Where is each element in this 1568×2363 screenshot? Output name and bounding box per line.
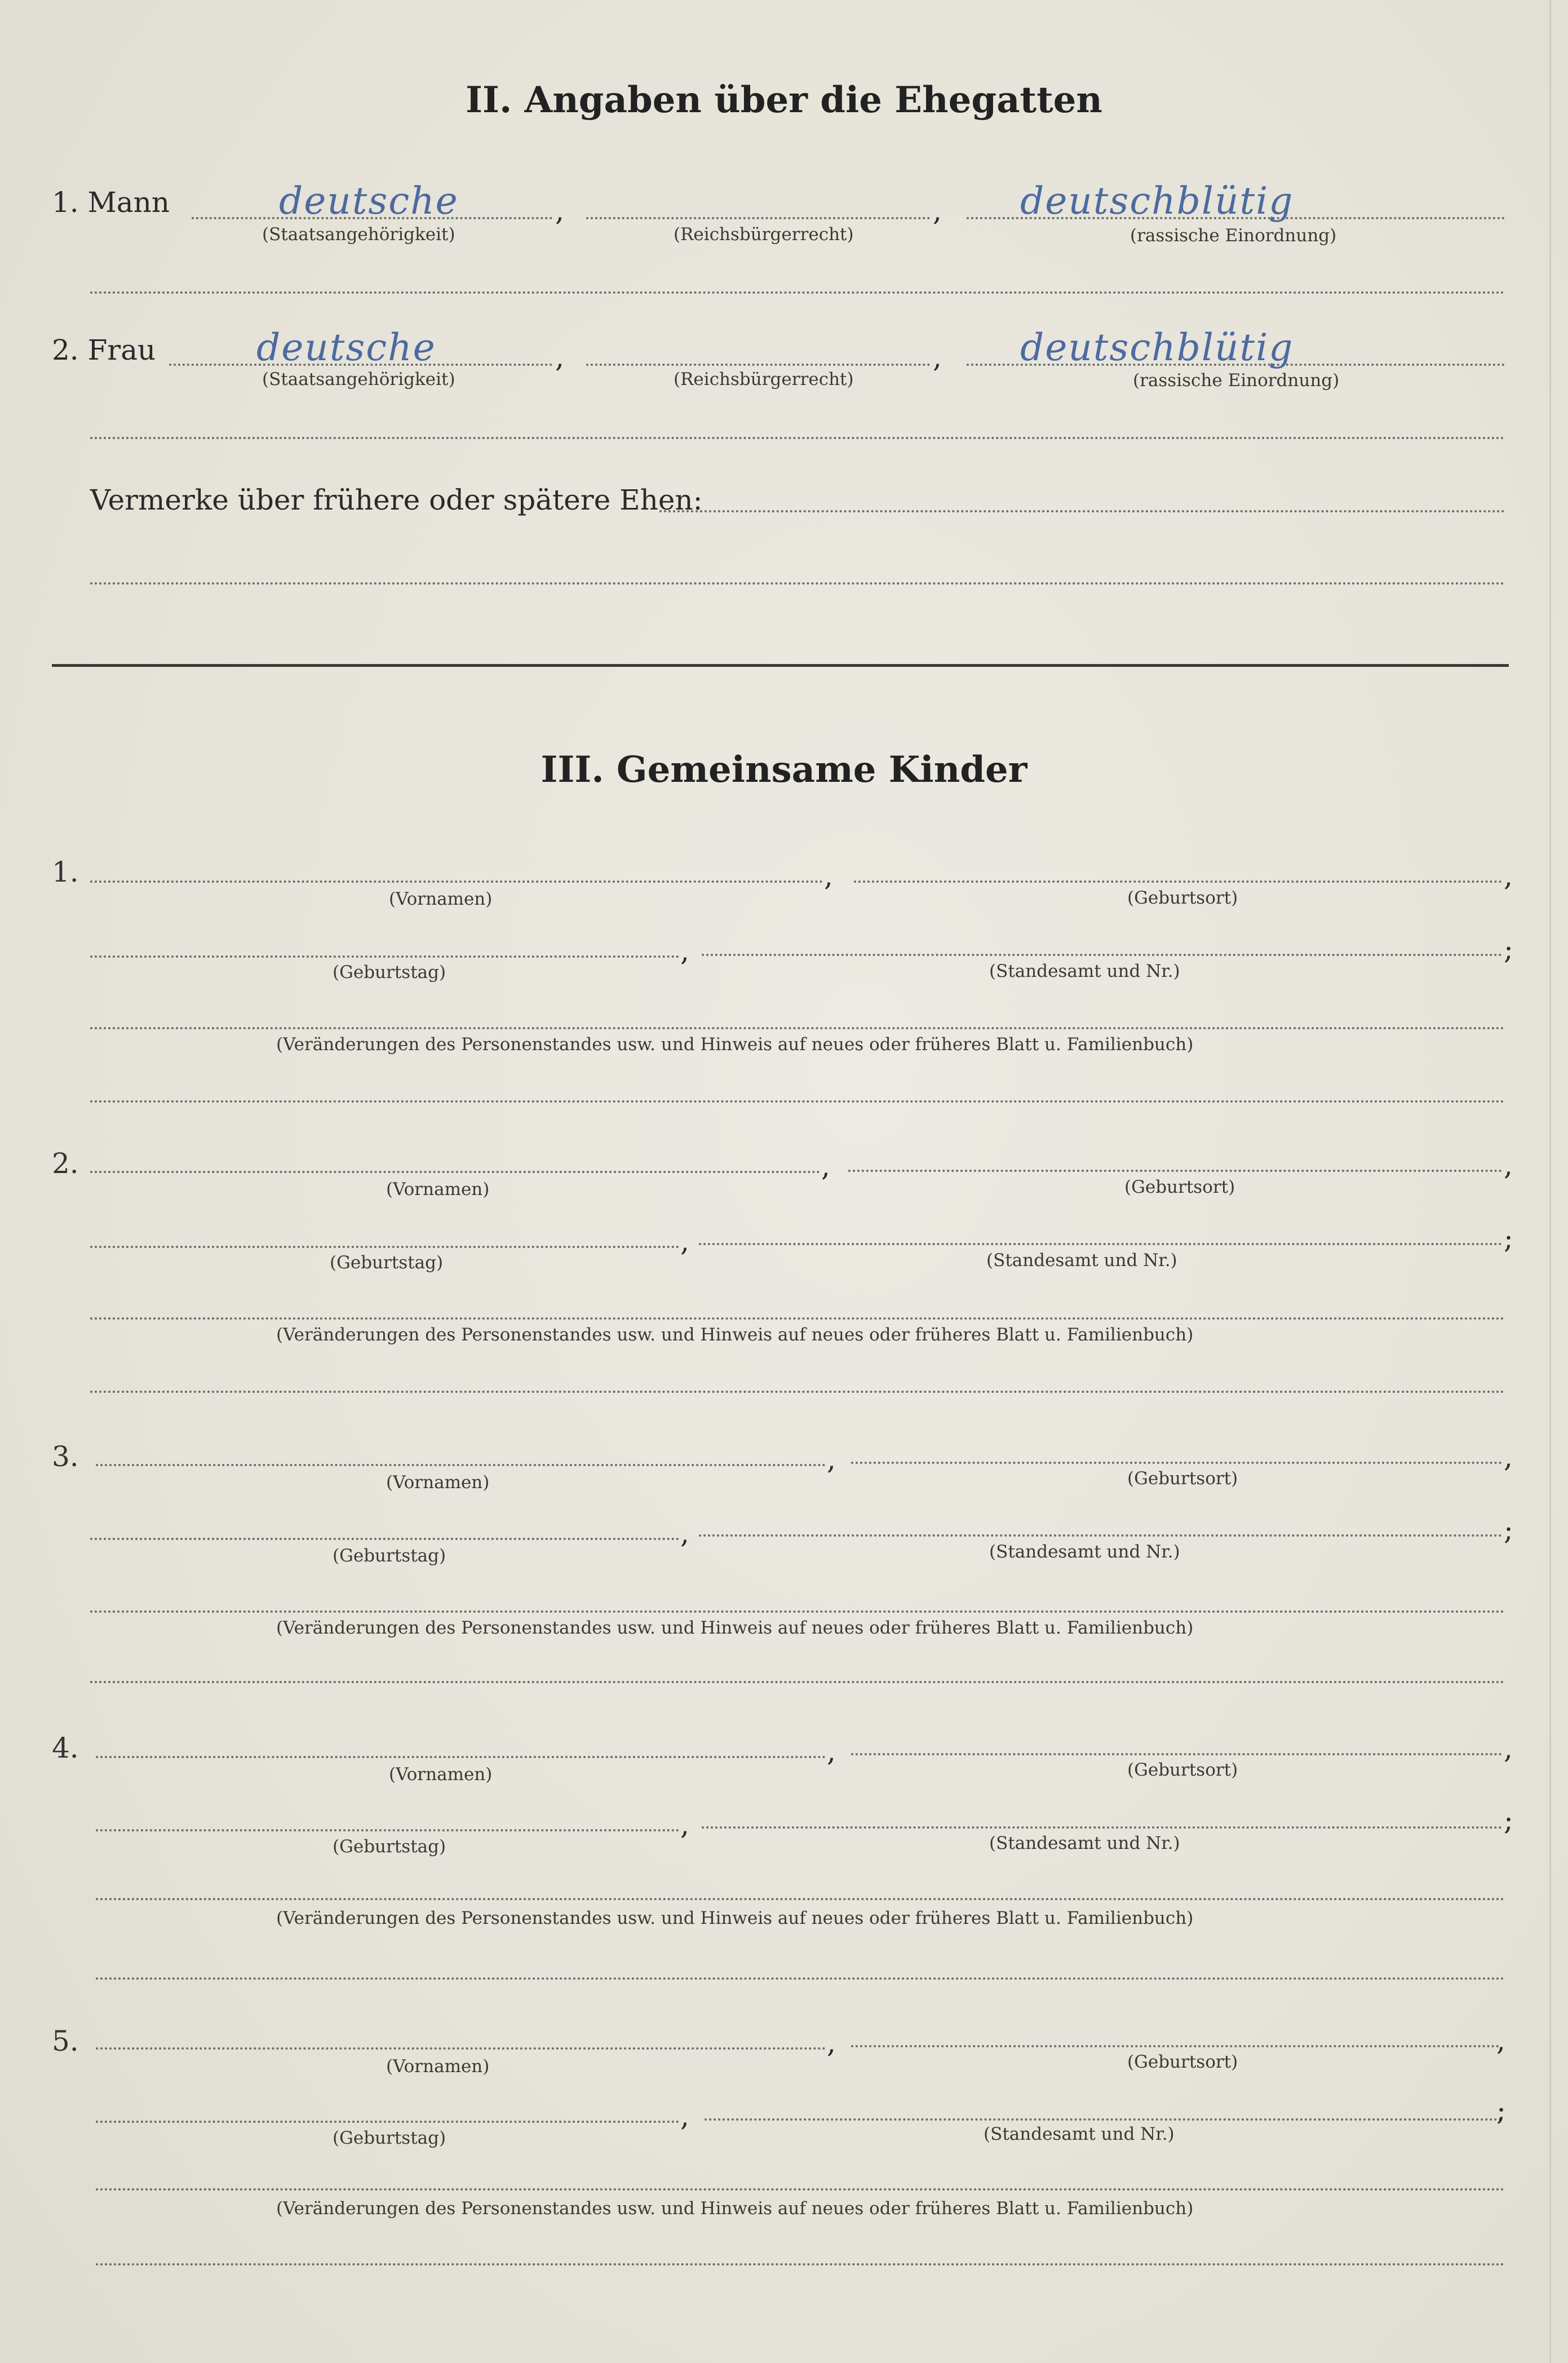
child-standesamt-field[interactable] (699, 1534, 1502, 1537)
caption-geburtstag: (Geburtstag) (330, 1253, 444, 1273)
caption-standesamt: (Standesamt und Nr.) (989, 1542, 1180, 1562)
section-3-title: III. Gemeinsame Kinder (541, 749, 1027, 791)
caption-vornamen: (Vornamen) (386, 1472, 490, 1493)
child-standesamt-field[interactable] (705, 2118, 1502, 2121)
comma: , (555, 341, 564, 374)
mann-reich-field[interactable] (586, 217, 930, 219)
comma: , (680, 2100, 689, 2132)
caption-veraenderungen: (Veränderungen des Personenstandes usw. und Hinweis auf neues oder früheres Blatt u. Familienbuch) (276, 1618, 1194, 1638)
child-vornamen-field[interactable] (96, 1464, 826, 1466)
comma: , (1504, 1732, 1513, 1765)
child-veraenderungen-field[interactable] (96, 2188, 1505, 2191)
child-standesamt-field[interactable] (702, 1826, 1502, 1829)
child-number: 3. (52, 1440, 79, 1473)
comma: , (824, 860, 833, 892)
comma: , (680, 1808, 689, 1841)
caption-veraenderungen: (Veränderungen des Personenstandes usw. und Hinweis auf neues oder früheres Blatt u. Familienbuch) (276, 2198, 1194, 2219)
child-veraenderungen-field[interactable] (90, 1027, 1505, 1029)
comma: , (680, 1225, 689, 1258)
caption-veraenderungen: (Veränderungen des Personenstandes usw. und Hinweis auf neues oder früheres Blatt u. Familienbuch) (276, 1034, 1194, 1055)
semicolon: ; (1504, 1222, 1513, 1255)
caption-vornamen: (Vornamen) (389, 1764, 493, 1785)
semicolon: ; (1496, 2094, 1506, 2127)
comma: , (555, 194, 564, 227)
mann-rass-value: deutschblütig (1020, 179, 1294, 223)
mann-extra-line[interactable] (90, 291, 1505, 294)
comma: , (1504, 1441, 1513, 1473)
child-number: 4. (52, 1732, 79, 1764)
caption-staatsangehoerigkeit: (Staatsangehörigkeit) (262, 369, 455, 390)
comma: , (827, 1443, 836, 1476)
section-divider (52, 664, 1509, 667)
child-geburtsort-field[interactable] (854, 880, 1502, 883)
comma: , (1504, 1149, 1513, 1182)
comma: , (680, 935, 689, 967)
semicolon: ; (1504, 1514, 1513, 1546)
frau-extra-line[interactable] (90, 437, 1505, 439)
frau-label: 2. Frau (52, 334, 156, 366)
caption-reichsbuergerrecht: (Reichsbürgerrecht) (674, 369, 854, 390)
caption-staatsangehoerigkeit: (Staatsangehörigkeit) (262, 224, 455, 245)
caption-geburtsort: (Geburtsort) (1127, 2052, 1238, 2072)
semicolon: ; (1504, 1804, 1513, 1837)
child-number: 2. (52, 1147, 79, 1180)
comma: , (821, 1150, 830, 1183)
child-vornamen-field[interactable] (90, 880, 823, 883)
child-standesamt-field[interactable] (699, 1243, 1502, 1245)
caption-geburtstag: (Geburtstag) (333, 1837, 446, 1857)
caption-standesamt: (Standesamt und Nr.) (989, 961, 1180, 981)
vermerke-field[interactable] (659, 510, 1505, 512)
child-geburtsort-field[interactable] (851, 1462, 1502, 1464)
child-geburtstag-field[interactable] (90, 1246, 679, 1248)
comma: , (933, 194, 942, 227)
child-standesamt-field[interactable] (702, 954, 1502, 956)
child-extra-line[interactable] (90, 1681, 1505, 1683)
caption-rassische-einordnung: (rassische Einordnung) (1133, 370, 1340, 391)
caption-rassische-einordnung: (rassische Einordnung) (1130, 225, 1337, 246)
caption-standesamt: (Standesamt und Nr.) (984, 2124, 1175, 2144)
child-geburtstag-field[interactable] (96, 2121, 679, 2123)
comma: , (1504, 860, 1513, 892)
section-2-title: II. Angaben über die Ehegatten (466, 79, 1102, 121)
comma: , (827, 2026, 836, 2059)
child-veraenderungen-field[interactable] (90, 1610, 1505, 1613)
caption-geburtstag: (Geburtstag) (333, 962, 446, 983)
caption-reichsbuergerrecht: (Reichsbürgerrecht) (674, 224, 854, 245)
caption-vornamen: (Vornamen) (386, 2056, 490, 2077)
child-geburtstag-field[interactable] (90, 955, 679, 958)
child-geburtsort-field[interactable] (851, 1753, 1502, 1755)
page-edge (1549, 0, 1551, 2363)
child-extra-line[interactable] (96, 2263, 1505, 2265)
child-geburtstag-field[interactable] (96, 1829, 679, 1831)
caption-geburtstag: (Geburtstag) (333, 2128, 446, 2148)
caption-veraenderungen: (Veränderungen des Personenstandes usw. und Hinweis auf neues oder früheres Blatt u. Familienbuch) (276, 1325, 1194, 1345)
child-number: 1. (52, 856, 79, 888)
frau-rass-value: deutschblütig (1020, 326, 1294, 369)
child-veraenderungen-field[interactable] (96, 1898, 1505, 1900)
child-vornamen-field[interactable] (90, 1171, 820, 1173)
caption-geburtsort: (Geburtsort) (1124, 1177, 1235, 1197)
comma: , (827, 1735, 836, 1768)
semicolon: ; (1504, 933, 1513, 966)
caption-standesamt: (Standesamt und Nr.) (986, 1250, 1177, 1271)
caption-standesamt: (Standesamt und Nr.) (989, 1833, 1180, 1853)
child-geburtstag-field[interactable] (90, 1538, 679, 1540)
child-extra-line[interactable] (90, 1391, 1505, 1393)
caption-vornamen: (Vornamen) (386, 1179, 490, 1200)
caption-vornamen: (Vornamen) (389, 889, 493, 909)
child-extra-line[interactable] (90, 1100, 1505, 1103)
caption-geburtsort: (Geburtsort) (1127, 1760, 1238, 1780)
vermerke-extra-line[interactable] (90, 582, 1505, 585)
vermerke-label: Vermerke über frühere oder spätere Ehen: (90, 484, 703, 516)
comma: , (1496, 2024, 1505, 2057)
comma: , (933, 341, 942, 374)
frau-staat-value: deutsche (256, 326, 436, 369)
frau-reich-field[interactable] (586, 364, 930, 366)
child-vornamen-field[interactable] (96, 1756, 826, 1758)
mann-staat-value: deutsche (279, 179, 459, 223)
caption-veraenderungen: (Veränderungen des Personenstandes usw. und Hinweis auf neues oder früheres Blatt u. Familienbuch) (276, 1908, 1194, 1928)
child-geburtsort-field[interactable] (848, 1170, 1502, 1172)
caption-geburtstag: (Geburtstag) (333, 1546, 446, 1566)
caption-geburtsort: (Geburtsort) (1127, 1468, 1238, 1489)
mann-label: 1. Mann (52, 186, 170, 219)
child-veraenderungen-field[interactable] (90, 1317, 1505, 1320)
child-number: 5. (52, 2025, 79, 2057)
caption-geburtsort: (Geburtsort) (1127, 888, 1238, 908)
child-extra-line[interactable] (96, 1977, 1505, 1980)
child-geburtsort-field[interactable] (851, 2045, 1499, 2047)
comma: , (680, 1517, 689, 1550)
child-vornamen-field[interactable] (96, 2047, 826, 2050)
